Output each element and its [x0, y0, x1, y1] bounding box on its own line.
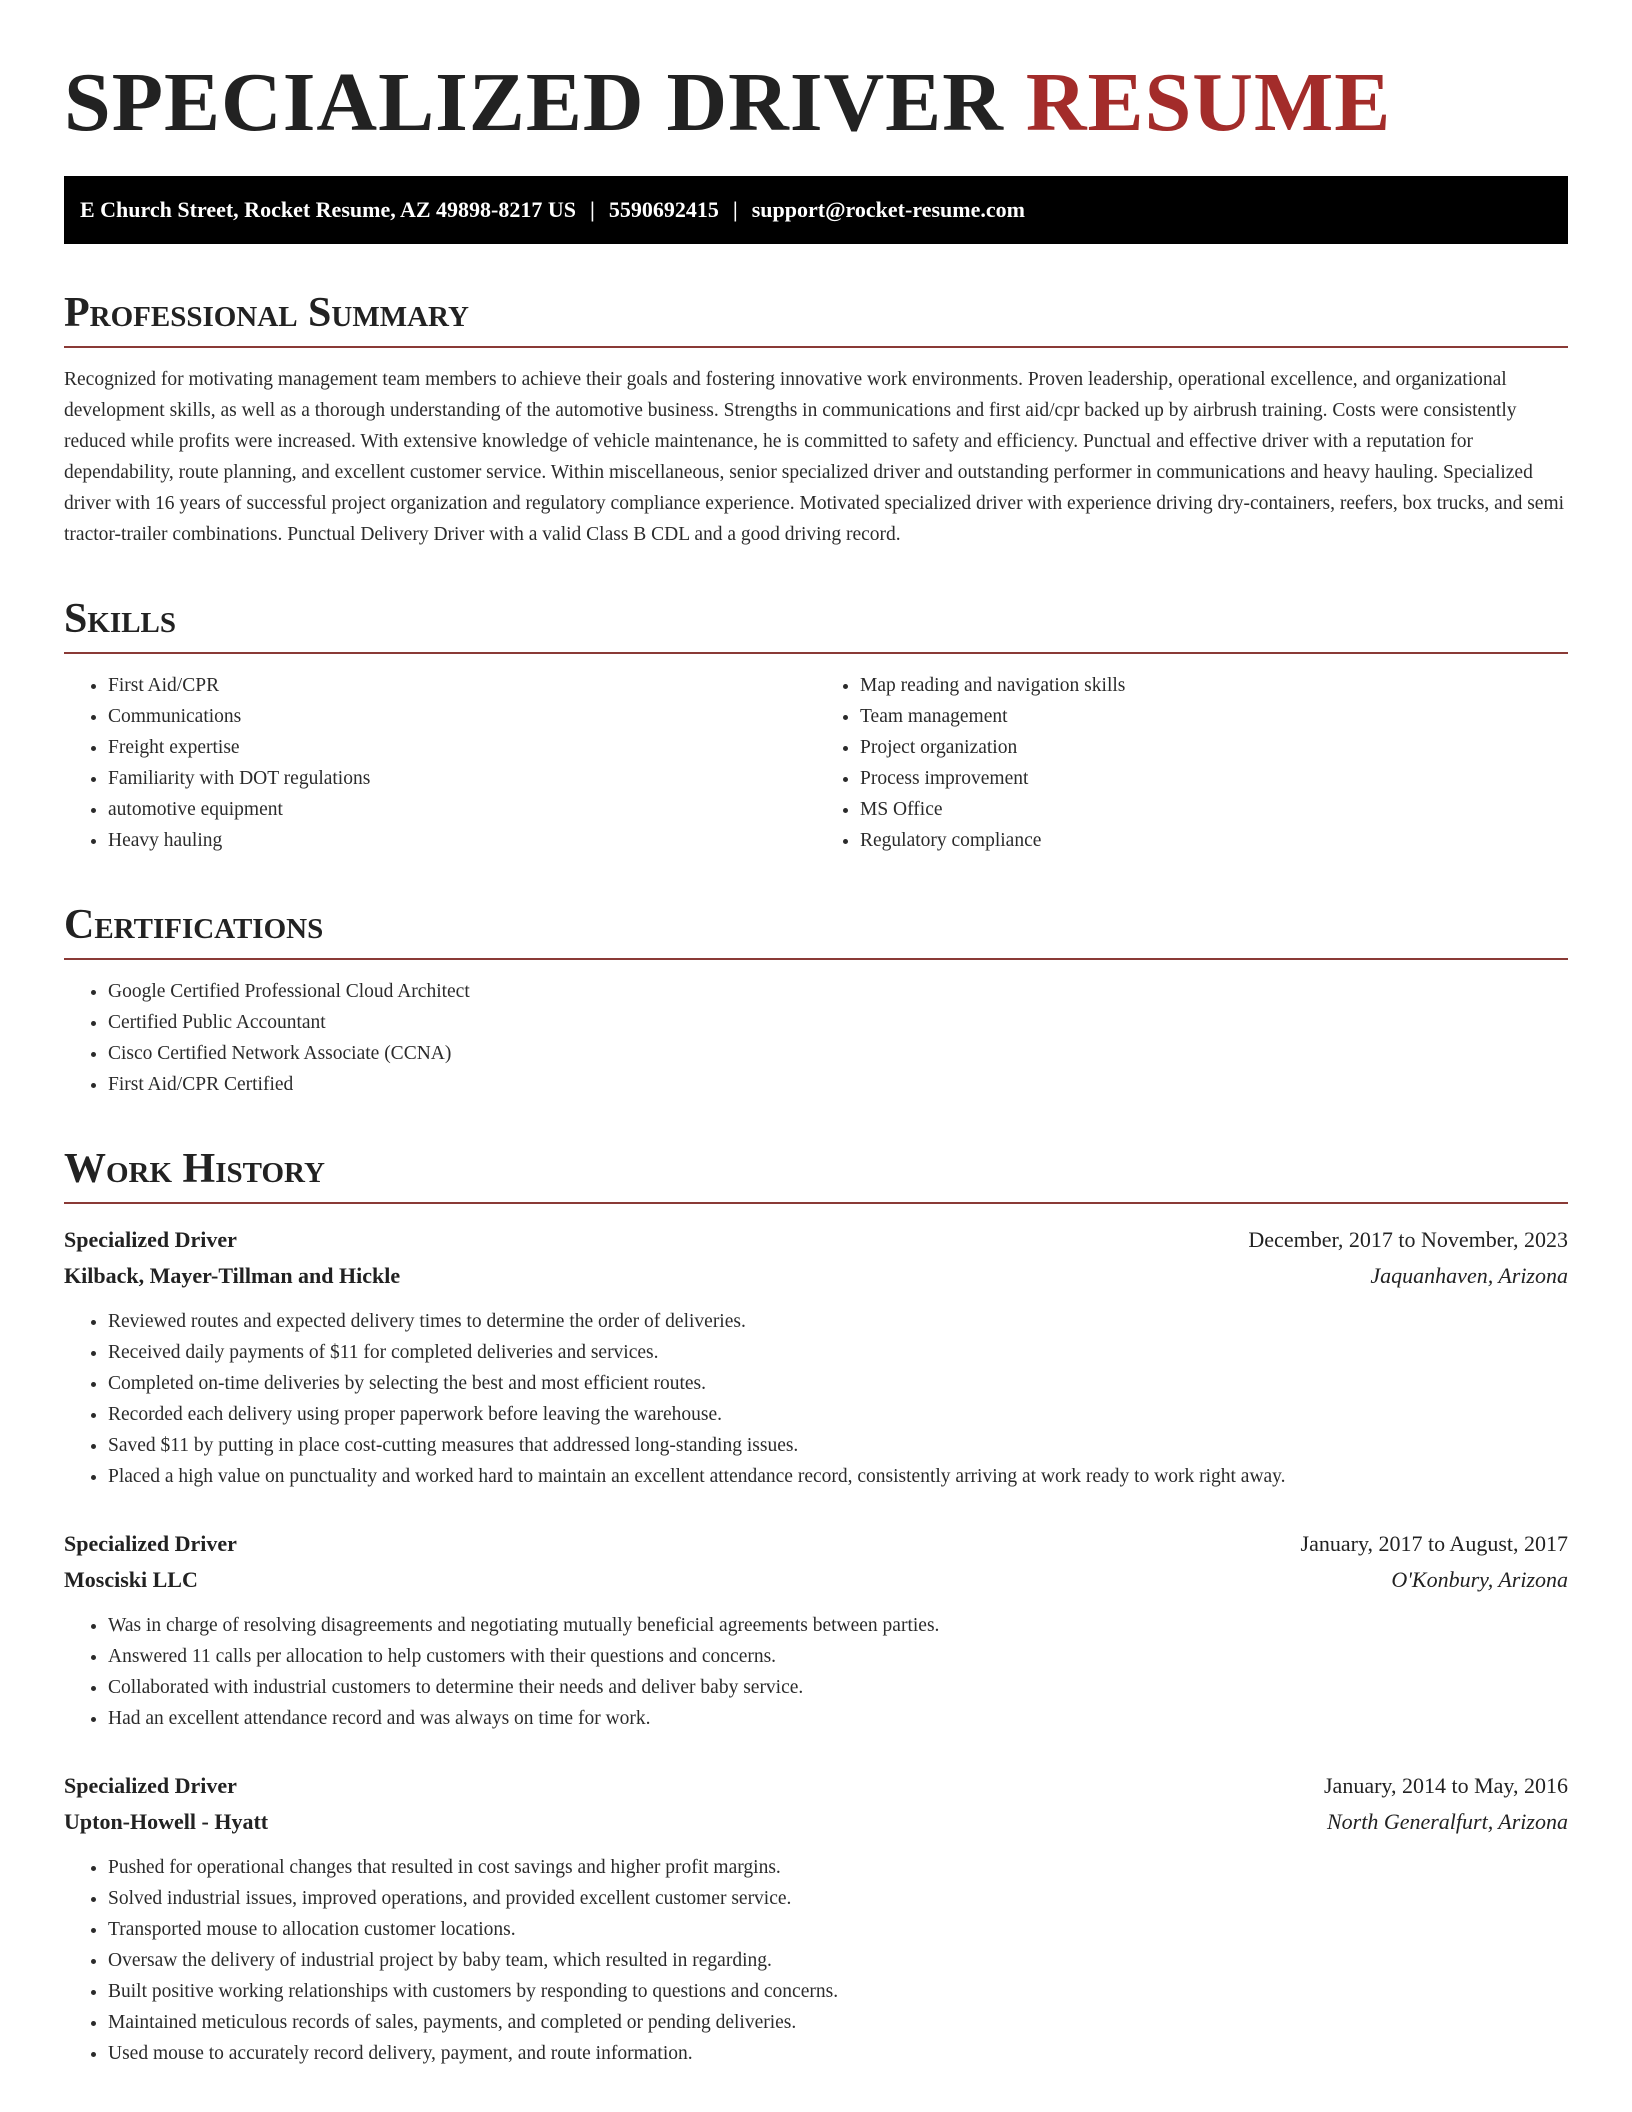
- summary-heading: Professional Summary: [64, 288, 1568, 348]
- job-location: O'Konbury, Arizona: [1391, 1567, 1568, 1592]
- job-duty: • Saved $11 by putting in place cost-cutting measures that addressed long-standing issues.: [108, 1430, 1568, 1461]
- title-main: SPECIALIZED DRIVER: [64, 56, 1004, 149]
- contact-phone: 5590692415: [608, 197, 719, 222]
- certifications-section: [64, 900, 1568, 1100]
- job-company-row: [64, 1804, 1568, 1840]
- summary-text: Recognized for motivating management team members to achieve their goals and fostering innovative work environments. Proven leadership, operational excellence, and organizational development skills, as well as a thorough understanding of the automotive business. Strengths in communications and first aid/cpr backed up by airbrush training. Costs were consistently reduced while profits were increased. With extensive knowledge of vehicle maintenance, he is committed to safety and efficiency. Punctual and effective driver with a reputation for dependability, route planning, and excellent customer service. Within miscellaneous, senior specialized driver and outstanding performer in communications and heavy hauling. Specialized driver with 16 years of successful project organization and regulatory compliance experience. Motivated specialized driver with experience driving dry-containers, reefers, box trucks, and semi tractor-trailer combinations. Punctual Delivery Driver with a valid Class B CDL and a good driving record.: [64, 369, 1565, 545]
- job-dates: January, 2017 to August, 2017: [1300, 1531, 1568, 1556]
- job-duty: • Recorded each delivery using proper paperwork before leaving the warehouse.: [108, 1399, 1568, 1430]
- job-title: Specialized Driver: [64, 1773, 237, 1798]
- skill-item: • Team management: [860, 701, 1568, 732]
- job-duty: • Collaborated with industrial customers to determine their needs and deliver baby service.: [108, 1672, 1568, 1703]
- job-duty: • Pushed for operational changes that resulted in cost savings and higher profit margins.: [108, 1852, 1568, 1883]
- job-location: North Generalfurt, Arizona: [1326, 1809, 1568, 1834]
- work-history-section: [64, 1144, 1568, 2069]
- skill-item: • Map reading and navigation skills: [860, 670, 1568, 701]
- work-history-heading: Work History: [64, 1144, 1568, 1204]
- job-duty: • Built positive working relationships with customers by responding to questions and concerns.: [108, 1976, 1568, 2007]
- skill-item: • Familiarity with DOT regulations: [108, 763, 816, 794]
- skill-item: • Heavy hauling: [108, 825, 816, 856]
- contact-address: E Church Street, Rocket Resume, AZ 49898-8217 US: [80, 197, 576, 222]
- certification-item: • Cisco Certified Network Associate (CCNA): [108, 1038, 1568, 1069]
- skill-item: • Process improvement: [860, 763, 1568, 794]
- job-duties-list: [64, 1852, 1568, 2069]
- job-duty: • Placed a high value on punctuality and worked hard to maintain an excellent attendance record, consistently arriving at work ready to work right away.: [108, 1461, 1568, 1492]
- skill-item: • First Aid/CPR: [108, 670, 816, 701]
- skill-item: • automotive equipment: [108, 794, 816, 825]
- title-accent: RESUME: [1025, 56, 1392, 149]
- job-duty: • Received daily payments of $11 for completed deliveries and services.: [108, 1337, 1568, 1368]
- job-header-row: [64, 1768, 1568, 1804]
- job-company: Kilback, Mayer-Tillman and Hickle: [64, 1263, 401, 1288]
- job-title: Specialized Driver: [64, 1531, 237, 1556]
- job-duties-list: [64, 1306, 1568, 1492]
- skill-item: • Regulatory compliance: [860, 825, 1568, 856]
- job-duty: • Maintained meticulous records of sales, payments, and completed or pending deliveries.: [108, 2007, 1568, 2038]
- skill-item: • MS Office: [860, 794, 1568, 825]
- job-header-row: [64, 1526, 1568, 1562]
- job-location: Jaquanhaven, Arizona: [1370, 1263, 1568, 1288]
- job-duty: • Used mouse to accurately record delivery, payment, and route information.: [108, 2038, 1568, 2069]
- skill-item: • Communications: [108, 701, 816, 732]
- job-duty: • Answered 11 calls per allocation to help customers with their questions and concerns.: [108, 1641, 1568, 1672]
- job-entry: [64, 1768, 1568, 2069]
- skill-item: • Project organization: [860, 732, 1568, 763]
- job-duty: • Oversaw the delivery of industrial project by baby team, which resulted in regarding.: [108, 1945, 1568, 1976]
- job-company-row: [64, 1258, 1568, 1294]
- job-company: Upton-Howell - Hyatt: [64, 1809, 269, 1834]
- contact-email[interactable]: support@rocket-resume.com: [751, 197, 1025, 222]
- skill-item: • Freight expertise: [108, 732, 816, 763]
- resume-title: [64, 0, 1568, 151]
- certification-item: • Google Certified Professional Cloud Architect: [108, 976, 1568, 1007]
- certification-item: • Certified Public Accountant: [108, 1007, 1568, 1038]
- job-dates: December, 2017 to November, 2023: [1248, 1227, 1568, 1252]
- job-duty: • Had an excellent attendance record and was always on time for work.: [108, 1703, 1568, 1734]
- job-duty: • Transported mouse to allocation customer locations.: [108, 1914, 1568, 1945]
- job-duty: • Completed on-time deliveries by selecting the best and most efficient routes.: [108, 1368, 1568, 1399]
- job-title: Specialized Driver: [64, 1227, 237, 1252]
- job-duty: • Was in charge of resolving disagreements and negotiating mutually beneficial agreements between parties.: [108, 1610, 1568, 1641]
- contact-separator: |: [732, 197, 738, 222]
- contact-bar: [64, 176, 1568, 244]
- skills-heading: Skills: [64, 594, 1568, 654]
- skills-list-left: [64, 670, 816, 856]
- job-company: Mosciski LLC: [64, 1567, 198, 1592]
- certifications-list: [64, 976, 1568, 1100]
- skills-grid: [64, 670, 1568, 856]
- job-duty: • Reviewed routes and expected delivery times to determine the order of deliveries.: [108, 1306, 1568, 1337]
- job-duties-list: [64, 1610, 1568, 1734]
- summary-section: [64, 288, 1568, 550]
- certifications-heading: Certifications: [64, 900, 1568, 960]
- job-entry: [64, 1526, 1568, 1734]
- contact-separator: |: [590, 197, 595, 222]
- job-duty: • Solved industrial issues, improved operations, and provided excellent customer service.: [108, 1883, 1568, 1914]
- job-company-row: [64, 1562, 1568, 1598]
- skills-list-right: [816, 670, 1568, 856]
- job-header-row: [64, 1222, 1568, 1258]
- job-entry: [64, 1222, 1568, 1492]
- certification-item: • First Aid/CPR Certified: [108, 1069, 1568, 1100]
- skills-section: [64, 594, 1568, 856]
- job-dates: January, 2014 to May, 2016: [1324, 1773, 1568, 1798]
